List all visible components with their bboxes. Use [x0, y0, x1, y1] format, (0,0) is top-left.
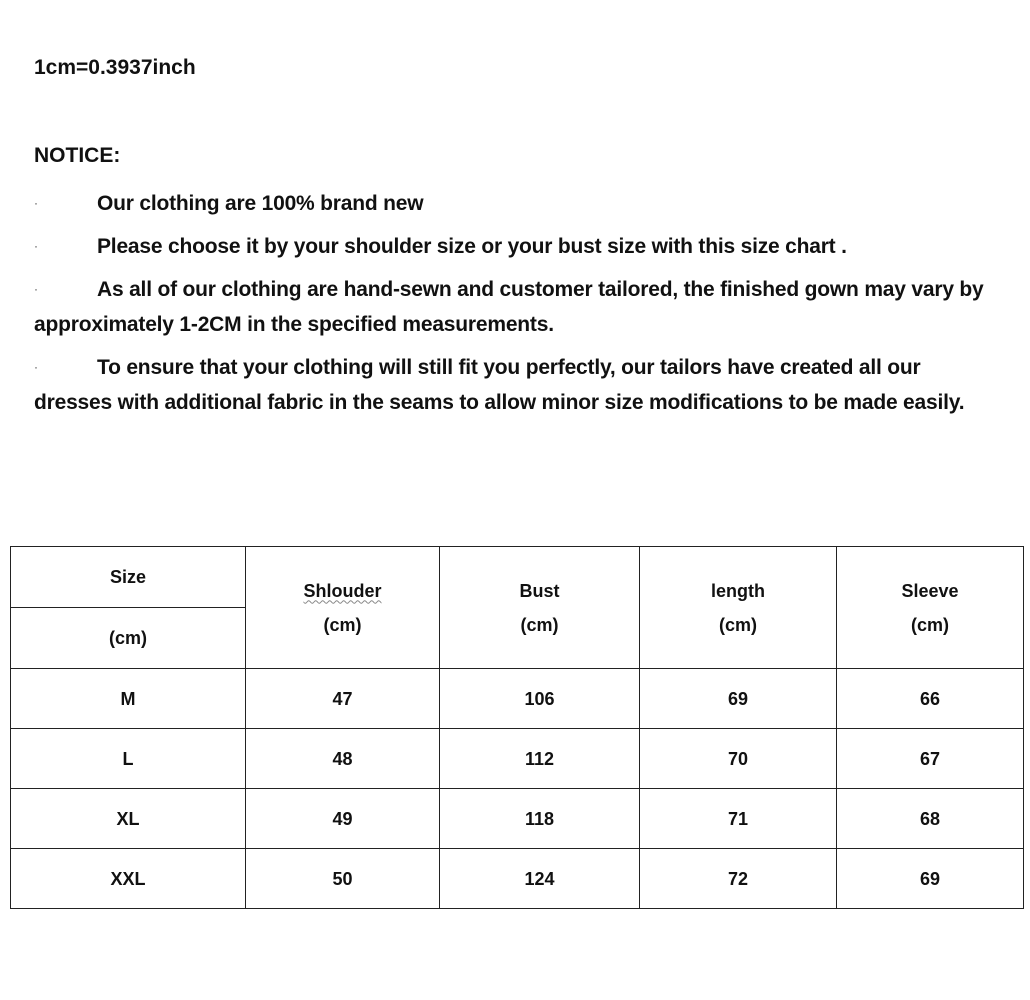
header-length-name: length	[711, 580, 765, 601]
table-cell: 71	[640, 789, 837, 849]
table-cell: 69	[837, 849, 1024, 909]
notice-text: As all of our clothing are hand-sewn and customer tailored, the finished gown may vary by approximately 1-2CM in the specified measurements.	[34, 278, 984, 336]
table-cell: 67	[837, 729, 1024, 789]
notice-item	[34, 229, 999, 264]
header-shoulder	[246, 547, 440, 669]
size-cell: XL	[11, 789, 246, 849]
notice-item	[34, 350, 999, 420]
table-cell: 68	[837, 789, 1024, 849]
size-header-label: Size	[11, 547, 246, 608]
size-cell: XXL	[11, 849, 246, 909]
size-cell: M	[11, 669, 246, 729]
notice-text: Our clothing are 100% brand new	[97, 192, 424, 215]
table-cell: 112	[440, 729, 640, 789]
notice-item	[34, 186, 999, 221]
table-cell: 69	[640, 669, 837, 729]
table-cell: 48	[246, 729, 440, 789]
size-chart-table	[10, 546, 1024, 909]
table-cell: 50	[246, 849, 440, 909]
notice-text: Please choose it by your shoulder size or your bust size with this size chart .	[97, 235, 847, 258]
table-row	[11, 669, 1024, 729]
table-cell: 124	[440, 849, 640, 909]
notice-list	[34, 186, 999, 428]
bullet-icon: ·	[34, 360, 38, 374]
table-row	[11, 729, 1024, 789]
notice-item	[34, 272, 999, 342]
header-sleeve-name: Sleeve	[901, 580, 959, 601]
header-shoulder-unit: (cm)	[323, 614, 362, 635]
table-cell: 70	[640, 729, 837, 789]
table-cell: 49	[246, 789, 440, 849]
header-length	[640, 547, 837, 669]
table-cell: 47	[246, 669, 440, 729]
conversion-note: 1cm=0.3937inch	[34, 56, 196, 79]
table-row	[11, 789, 1024, 849]
table-header-row	[11, 547, 1024, 608]
header-sleeve-unit: (cm)	[910, 614, 949, 635]
table-cell: 66	[837, 669, 1024, 729]
size-cell: L	[11, 729, 246, 789]
table-cell: 72	[640, 849, 837, 909]
notice-title: NOTICE:	[34, 144, 121, 167]
header-bust-name: Bust	[519, 580, 560, 601]
bullet-icon: ·	[34, 282, 38, 296]
notice-text: To ensure that your clothing will still fit you perfectly, our tailors have created all our dresses with additional fabric in the seams to allow minor size modifications to be made easily.	[34, 356, 965, 414]
header-sleeve	[837, 547, 1024, 669]
header-shoulder-name: Shlouder	[303, 580, 382, 601]
table-cell: 118	[440, 789, 640, 849]
header-bust	[440, 547, 640, 669]
bullet-icon: ·	[34, 196, 38, 210]
header-bust-unit: (cm)	[520, 614, 559, 635]
header-length-unit: (cm)	[718, 614, 757, 635]
table-row	[11, 849, 1024, 909]
bullet-icon: ·	[34, 239, 38, 253]
table-cell: 106	[440, 669, 640, 729]
size-header-unit: (cm)	[11, 608, 246, 669]
